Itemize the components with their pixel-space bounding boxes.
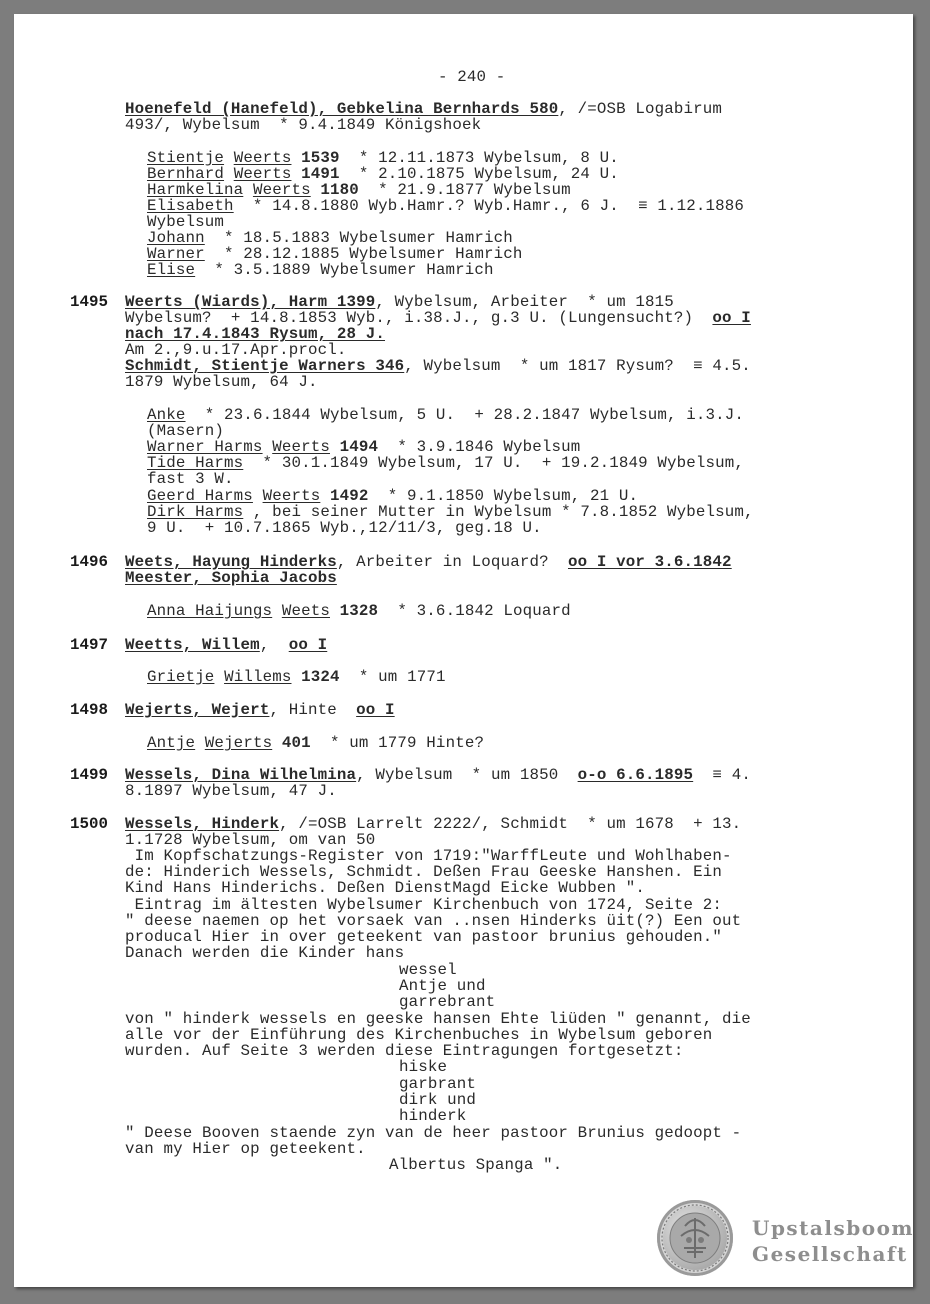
- entry-1495-spouse: Schmidt, Stientje Warners 346, Wybelsum * um 1817 Rysum? ≡ 4.5.: [125, 357, 751, 375]
- person-name: Weerts (Wiards), Harm 1399: [125, 293, 376, 311]
- brand-name-line1: Upstalsboom: [752, 1216, 915, 1240]
- entry-1497-line1: Weetts, Willem, oo I: [125, 636, 328, 654]
- page-number: - 240 -: [438, 68, 506, 86]
- entry-1500-text: producal Hier in over geteekent van pastoor brunius gehouden.": [125, 928, 723, 946]
- society-seal-logo: [657, 1200, 733, 1276]
- child-row: Warner * 28.12.1885 Wybelsumer Hamrich: [147, 245, 523, 263]
- child-row: Bernhard Weerts 1491 * 2.10.1875 Wybelsum, 24 U.: [147, 165, 619, 183]
- person-name: Hoenefeld (Hanefeld), Gebkelina Bernhards 580: [125, 100, 559, 118]
- child-row-continued: 9 U. + 10.7.1865 Wyb.,12/11/3, geg.18 U.: [147, 519, 542, 537]
- child-row-continued: fast 3 W.: [147, 470, 234, 488]
- entry-1500-text: Eintrag im ältesten Wybelsumer Kirchenbuch von 1724, Seite 2:: [125, 896, 723, 914]
- entry-1499-line1: Wessels, Dina Wilhelmina, Wybelsum * um 1850 o-o 6.6.1895 ≡ 4.: [125, 766, 751, 784]
- child-list-item: garbrant: [399, 1075, 477, 1093]
- entry-1500-text: Im Kopfschatzungs-Register von 1719:"WarffLeute und Wohlhaben-: [125, 847, 732, 865]
- seal-emblem-icon: [657, 1200, 733, 1276]
- entry-1500-text: Kind Hans Hinderichs. Deßen DienstMagd Eicke Wubben ".: [125, 879, 646, 897]
- child-row: Anke * 23.6.1844 Wybelsum, 5 U. + 28.2.1847 Wybelsum, i.3.J.: [147, 406, 745, 424]
- entry-1500-text: " Deese Booven staende zyn van de heer pastoor Brunius gedoopt -: [125, 1124, 742, 1142]
- entry-number: 1495: [70, 293, 108, 311]
- entry-1499-line2: 8.1897 Wybelsum, 47 J.: [125, 782, 337, 800]
- entry-1495-line2: Wybelsum? + 14.8.1853 Wyb., i.38.J., g.3 U. (Lungensucht?) oo I: [125, 309, 751, 327]
- entry-1500-line1: Wessels, Hinderk, /=OSB Larrelt 2222/, Schmidt * um 1678 + 13.: [125, 815, 742, 833]
- entry-1496-line1: Weets, Hayung Hinderks, Arbeiter in Loquard? oo I vor 3.6.1842: [125, 553, 732, 571]
- entry-1500-text: wurden. Auf Seite 3 werden diese Eintragungen fortgesetzt:: [125, 1042, 684, 1060]
- entry-1495-line3: nach 17.4.1843 Rysum, 28 J.: [125, 325, 386, 343]
- child-row: Elisabeth * 14.8.1880 Wyb.Hamr.? Wyb.Hamr., 6 J. ≡ 1.12.1886: [147, 197, 745, 215]
- child-list-item: hiske: [399, 1058, 448, 1076]
- signature-text: Albertus Spanga ".: [389, 1156, 563, 1174]
- child-list-item: garrebrant: [399, 993, 496, 1011]
- child-row: Johann * 18.5.1883 Wybelsumer Hamrich: [147, 229, 513, 247]
- entry-hoenefeld-line1: Hoenefeld (Hanefeld), Gebkelina Bernhards 580, /=OSB Logabirum: [125, 100, 723, 118]
- entry-hoenefeld-line2: 493/, Wybelsum * 9.4.1849 Königshoek: [125, 116, 482, 134]
- child-list-item: dirk und: [399, 1091, 477, 1109]
- child-list-item: Antje und: [399, 977, 486, 995]
- child-row: Anna Haijungs Weets 1328 * 3.6.1842 Loquard: [147, 602, 571, 620]
- child-row: Grietje Willems 1324 * um 1771: [147, 668, 446, 686]
- entry-1500-text: 1.1728 Wybelsum, om van 50: [125, 831, 376, 849]
- entry-1500-text: " deese naemen op het vorsaek van ..nsen Hinderks üit(?) Een out: [125, 912, 742, 930]
- child-row: Stientje Weerts 1539 * 12.11.1873 Wybelsum, 8 U.: [147, 149, 619, 167]
- entry-1500-text: von " hinderk wessels en geeske hansen Ehte liüden " genannt, die: [125, 1010, 751, 1028]
- brand-name-line2: Gesellschaft: [752, 1242, 908, 1266]
- entry-number: 1496: [70, 553, 108, 571]
- document-page: [14, 14, 913, 1287]
- child-row: Warner Harms Weerts 1494 * 3.9.1846 Wybelsum: [147, 438, 581, 456]
- child-list-item: wessel: [399, 961, 457, 979]
- child-row: Harmkelina Weerts 1180 * 21.9.1877 Wybelsum: [147, 181, 571, 199]
- child-row: Tide Harms * 30.1.1849 Wybelsum, 17 U. + 19.2.1849 Wybelsum,: [147, 454, 745, 472]
- child-row: Geerd Harms Weerts 1492 * 9.1.1850 Wybelsum, 21 U.: [147, 487, 639, 505]
- child-row-continued: (Masern): [147, 422, 225, 440]
- entry-number: 1499: [70, 766, 108, 784]
- entry-1495-line1: Weerts (Wiards), Harm 1399, Wybelsum, Arbeiter * um 1815: [125, 293, 674, 311]
- entry-number: 1500: [70, 815, 108, 833]
- entry-1500-text: alle vor der Einführung des Kirchenbuches in Wybelsum geboren: [125, 1026, 713, 1044]
- entry-1500-text: Danach werden die Kinder hans: [125, 944, 405, 962]
- child-row: Elise * 3.5.1889 Wybelsumer Hamrich: [147, 261, 494, 279]
- child-row-continued: Wybelsum: [147, 213, 225, 231]
- entry-1496-spouse: Meester, Sophia Jacobs: [125, 569, 337, 587]
- entry-number: 1497: [70, 636, 108, 654]
- entry-1500-text: van my Hier op geteekent.: [125, 1140, 366, 1158]
- entry-1495-spouse-line2: 1879 Wybelsum, 64 J.: [125, 373, 318, 391]
- entry-number: 1498: [70, 701, 108, 719]
- child-row: Dirk Harms , bei seiner Mutter in Wybelsum * 7.8.1852 Wybelsum,: [147, 503, 754, 521]
- child-row: Antje Wejerts 401 * um 1779 Hinte?: [147, 734, 485, 752]
- entry-1495-line4: Am 2.,9.u.17.Apr.procl.: [125, 341, 347, 359]
- entry-1500-text: de: Hinderich Wessels, Schmidt. Deßen Frau Geeske Hanshen. Ein: [125, 863, 723, 881]
- child-list-item: hinderk: [399, 1107, 467, 1125]
- entry-1498-line1: Wejerts, Wejert, Hinte oo I: [125, 701, 395, 719]
